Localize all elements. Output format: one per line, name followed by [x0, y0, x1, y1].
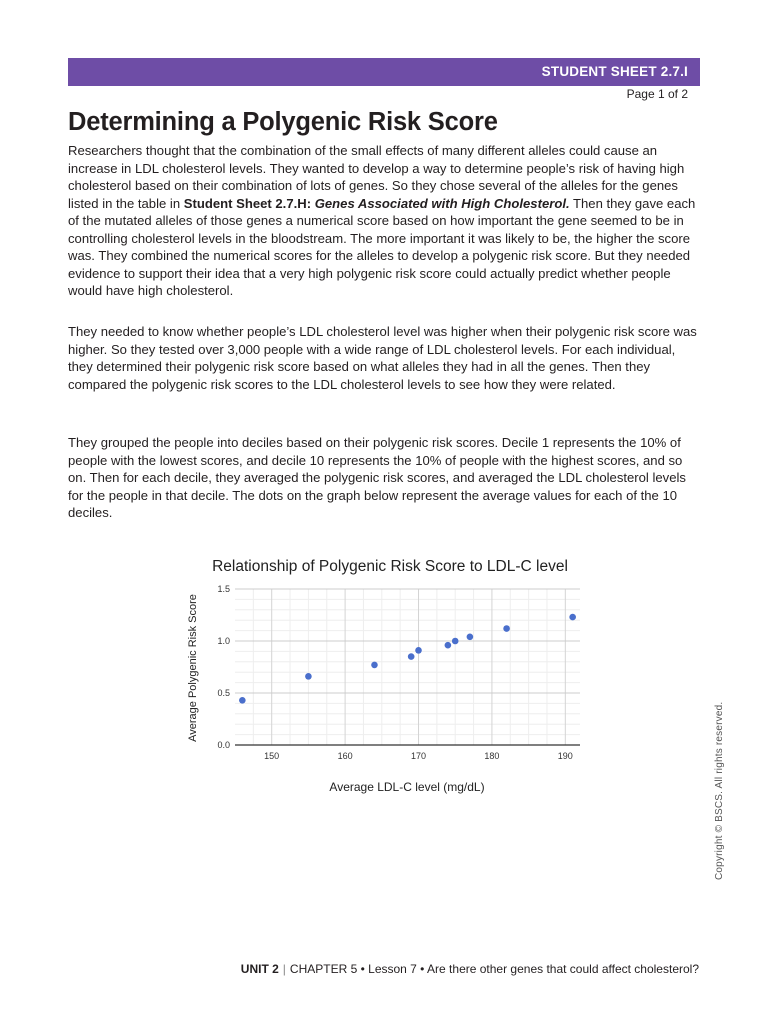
chart-x-axis-label: Average LDL-C level (mg/dL)	[329, 780, 485, 794]
chart-y-tick-label: 0.5	[217, 688, 230, 698]
chart-data-point	[415, 647, 422, 654]
page-footer	[241, 962, 699, 976]
student-sheet-banner	[68, 58, 700, 86]
chart-data-point	[445, 642, 452, 649]
chart-data-point	[408, 653, 415, 660]
page-number: Page 1 of 2	[626, 87, 688, 101]
reference-sheet-title: Genes Associated with High Cholesterol.	[314, 195, 570, 211]
footer-separator: |	[282, 962, 286, 976]
chart-y-tick-label: 1.0	[217, 636, 230, 646]
chart-data-point	[305, 673, 312, 680]
chart-x-tick-label: 150	[264, 751, 280, 761]
scatter-chart	[180, 552, 600, 802]
chart-title: Relationship of Polygenic Risk Score to LDL-C level	[212, 558, 568, 575]
paragraph-intro	[68, 142, 700, 300]
copyright-notice: Copyright © BSCS. All rights reserved.	[714, 701, 725, 880]
chart-data-point	[239, 697, 246, 704]
chart-y-axis-label: Average Polygenic Risk Score	[187, 594, 199, 742]
chart-x-tick-label: 180	[484, 751, 500, 761]
page-title: Determining a Polygenic Risk Score	[68, 108, 498, 136]
reference-sheet-number: Student Sheet 2.7.H:	[183, 195, 315, 211]
paragraph-intro-continued: Then they gave each of the mutated alleles of those genes a numerical score based on how important the gene seemed to be in controlling cholesterol levels in the bloodstream. The more important it was likely to be, the higher the score was. They combined the numerical scores for the alleles to develop a polygenic risk score. But they needed evidence to support their idea that a very high polygenic risk score could actually predict whether people would have high cholesterol.	[68, 195, 696, 298]
paragraph-intro-text: Researchers thought that the combination of the small effects of many different alleles could cause an increase in LDL cholesterol levels. They wanted to develop a way to determine people’s risk of having high cholesterol based on their combination of lots of genes. So they chose several of the alleles for the genes listed in the table in	[68, 143, 685, 211]
footer-lesson-text: CHAPTER 5 • Lesson 7 • Are there other genes that could affect cholesterol?	[289, 962, 699, 976]
chart-data-point	[452, 638, 459, 645]
chart-data-point	[503, 625, 510, 632]
chart-y-tick-label: 0.0	[217, 740, 230, 750]
footer-unit: UNIT 2	[240, 962, 279, 976]
chart-y-tick-label: 1.5	[217, 584, 230, 594]
student-sheet-reference	[184, 196, 570, 211]
chart-x-tick-label: 170	[410, 751, 427, 761]
chart-data-point	[371, 662, 378, 669]
chart-x-tick-label: 190	[557, 751, 573, 761]
paragraph-testing: They needed to know whether people’s LDL cholesterol level was higher when their polygenic risk score was higher. So they tested over 3,000 people with a wide range of LDL cholesterol levels. For each individual, they determined their polygenic risk score based on what alleles they had in all the genes. Then they compared the polygenic risk scores to the LDL cholesterol levels to see how they were related.	[68, 324, 697, 392]
chart-x-tick-label: 160	[337, 751, 353, 761]
paragraph-deciles: They grouped the people into deciles based on their polygenic risk scores. Decile 1 represents the 10% of people with the lowest scores, and decile 10 represents the 10% of people with the highest scores, and so on. Then for each decile, they averaged the polygenic risk scores, and averaged the LDL cholesterol levels for the people in that decile. The dots on the graph below represent the average values for each of the 10 deciles.	[68, 435, 686, 520]
chart-data-point	[569, 614, 576, 621]
sheet-label: STUDENT SHEET 2.7.I	[541, 64, 688, 79]
chart-data-point	[467, 634, 474, 641]
